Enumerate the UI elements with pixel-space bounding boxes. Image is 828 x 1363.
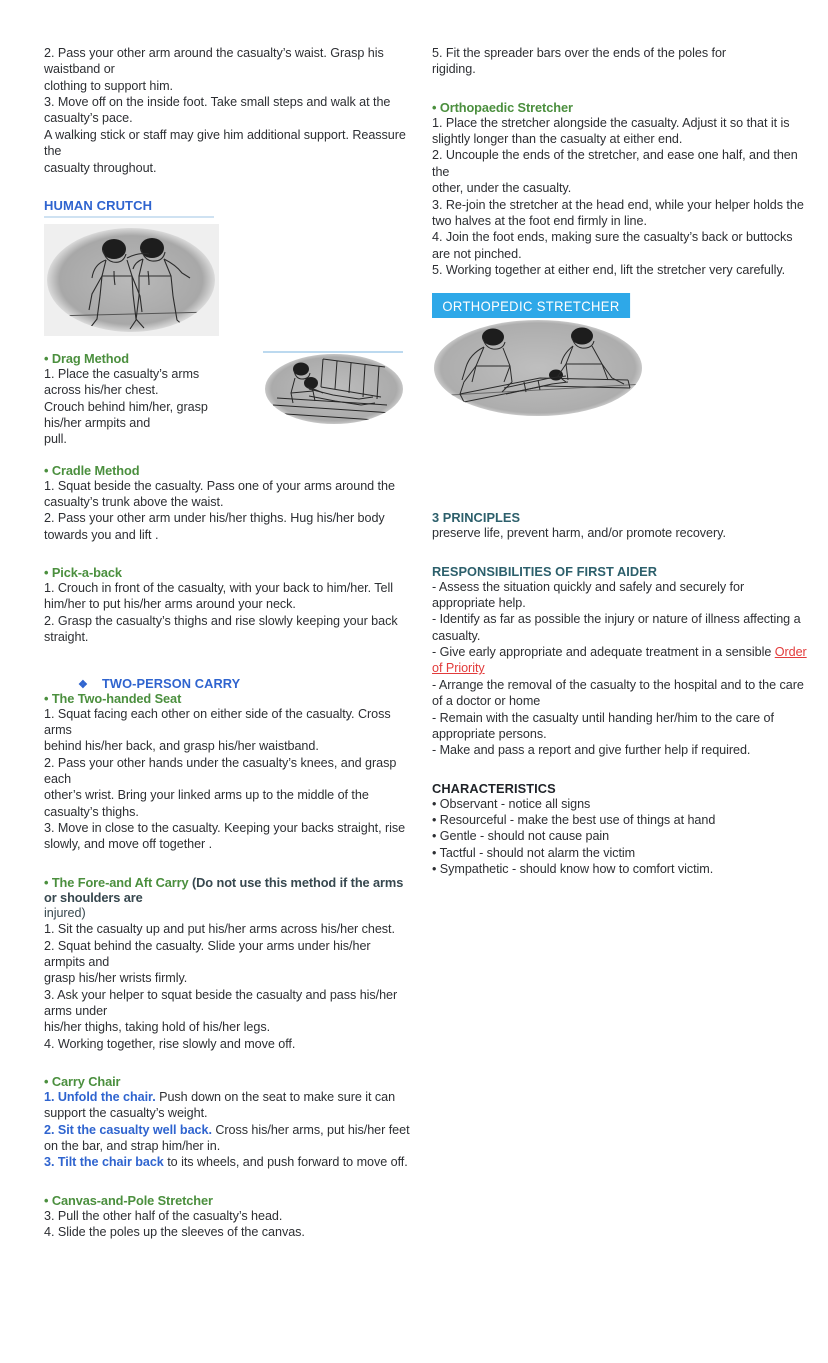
principles-text: preserve life, prevent harm, and/or promote recovery. <box>432 526 726 541</box>
fore-and-aft-step: his/her thighs, taking hold of his/her legs. <box>44 1020 271 1035</box>
intro-step-line: casualty throughout. <box>44 160 157 175</box>
responsibility-item: - Remain with the casualty until handing her/him to the care of appropriate persons. <box>432 710 774 741</box>
left-column <box>44 45 414 1343</box>
carry-chair-step <box>44 1089 414 1122</box>
orthopaedic-step: 5. Working together at either end, lift the stretcher very carefully. <box>432 262 786 277</box>
fore-and-aft-note: (Do not use this method if the arms or shoulders are <box>44 874 404 905</box>
orthopaedic-step: 3. Re-join the stretcher at the head end, while your helper holds the <box>432 197 804 212</box>
orthopaedic-step: 4. Join the foot ends, making sure the casualty’s back or buttocks are not pinched. <box>432 230 793 261</box>
characteristic-item: • Observant - notice all signs <box>432 796 591 811</box>
responsibility-item-text: - Give early appropriate and adequate treatment in a sensible <box>432 645 775 660</box>
two-handed-seat-step: 3. Move in close to the casualty. Keeping your backs straight, rise <box>44 821 406 836</box>
orthopaedic-stretcher-heading: • Orthopaedic Stretcher <box>432 99 573 115</box>
two-person-carry-label: TWO-PERSON CARRY <box>101 675 241 691</box>
two-handed-seat-step: 1. Squat facing each other on either side of the casualty. Cross arms <box>44 706 391 737</box>
cradle-method-step: 1. Squat beside the casualty. Pass one of your arms around the casualty’s trunk above the waist. <box>44 478 395 510</box>
drag-method-figure-wrap <box>263 351 405 425</box>
fore-and-aft-step: grasp his/her wrists firmly. <box>44 971 188 986</box>
responsibilities-heading: RESPONSIBILITIES OF FIRST AIDER <box>432 563 658 579</box>
canvas-and-pole-step: 3. Pull the other half of the casualty’s head. <box>44 1208 283 1223</box>
pick-a-back-step: 1. Crouch in front of the casualty, with your back to him/her. Tell him/her to put his/her arms around your neck. <box>44 581 393 612</box>
responsibility-item: - Make and pass a report and give further help if required. <box>432 743 751 758</box>
two-handed-seat-step: other’s wrist. Bring your linked arms up to the middle of the casualty’s thighs. <box>44 788 369 819</box>
two-handed-seat-step: 2. Pass your other hands under the casualty’s knees, and grasp each <box>44 755 397 786</box>
intro-step-line: clothing to support him. <box>44 78 174 93</box>
drag-method-step: Crouch behind him/her, grasp <box>44 399 208 414</box>
intro-step-line: 2. Pass your other arm around the casualty’s waist. Grasp his waistband or <box>44 46 384 77</box>
canvas-and-pole-step: 4. Slide the poles up the sleeves of the canvas. <box>44 1225 305 1240</box>
characteristic-item: • Resourceful - make the best use of things at hand <box>432 812 716 827</box>
spreader-step-line: 5. Fit the spreader bars over the ends of the poles for <box>432 46 727 60</box>
intro-step-line: A walking stick or staff may give him additional support. Reassure the <box>44 127 406 159</box>
fore-and-aft-step: 2. Squat behind the casualty. Slide your arms under his/her armpits and <box>44 938 371 969</box>
cradle-method-heading: • Cradle Method <box>44 462 140 478</box>
two-handed-seat-heading: • The Two-handed Seat <box>44 690 182 706</box>
characteristics-heading: CHARACTERISTICS <box>432 780 556 796</box>
drag-method-step: 1. Place the casualty’s arms <box>44 366 200 381</box>
carry-chair-step-lead: 3. Tilt the chair back <box>44 1155 164 1170</box>
drag-method-step: his/her armpits and <box>44 415 151 430</box>
pick-a-back-step: straight. <box>44 630 89 645</box>
characteristic-item: • Sympathetic - should know how to comfort victim. <box>432 862 714 877</box>
orthopaedic-step: 2. Uncouple the ends of the stretcher, and ease one half, and then the <box>432 148 798 179</box>
fore-and-aft-step: 1. Sit the casualty up and put his/her arms across his/her chest. <box>44 922 395 937</box>
two-person-carry-heading <box>44 676 414 691</box>
characteristic-item: • Gentle - should not cause pain <box>432 829 610 844</box>
heading-rule <box>44 216 214 218</box>
diamond-bullet-icon: ❖ <box>78 678 88 691</box>
carry-chair-step-rest: Push down on the seat to make sure it can support the casualty’s weight. <box>44 1090 396 1121</box>
orthopaedic-step: 1. Place the stretcher alongside the casualty. Adjust it so that it is <box>432 115 790 130</box>
characteristic-item: • Tactful - should not alarm the victim <box>432 845 636 860</box>
carry-chair-step <box>44 1122 414 1138</box>
carry-chair-heading: • Carry Chair <box>44 1074 121 1090</box>
carry-chair-step <box>44 1154 414 1170</box>
drag-method-block <box>44 351 414 448</box>
fore-and-aft-step: 4. Working together, rise slowly and move off. <box>44 1036 296 1051</box>
responsibility-item: - Assess the situation quickly and safely and securely for appropriate help. <box>432 579 745 611</box>
right-column <box>432 45 807 1343</box>
carry-chair-step-lead: 1. Unfold the chair. <box>44 1090 156 1105</box>
order-of-priority-link[interactable]: Order of Priority <box>432 645 807 676</box>
orthopaedic-step: other, under the casualty. <box>432 181 572 196</box>
banner-label: ORTHOPEDIC STRETCHER <box>442 297 620 314</box>
responsibility-item: - Identify as far as possible the injury or nature of illness affecting a casualty. <box>432 612 801 643</box>
orthopedic-stretcher-figure <box>432 318 645 418</box>
human-crutch-heading: HUMAN CRUTCH <box>44 197 153 213</box>
principles-heading: 3 PRINCIPLES <box>432 510 521 526</box>
fore-and-aft-step: 3. Ask your helper to squat beside the casualty and pass his/her arms under <box>44 987 398 1018</box>
carry-chair-step-rest: Cross his/her arms, put his/her feet <box>211 1122 410 1137</box>
two-handed-seat-step: behind his/her back, and grasp his/her waistband. <box>44 739 319 754</box>
human-crutch-figure <box>44 224 219 336</box>
drag-method-heading: • Drag Method <box>44 350 129 366</box>
pick-a-back-step: 2. Grasp the casualty’s thighs and rise slowly keeping your back <box>44 613 398 628</box>
orthopaedic-step: two halves at the foot end firmly in line. <box>432 213 647 228</box>
canvas-and-pole-heading: • Canvas-and-Pole Stretcher <box>44 1192 213 1208</box>
fore-and-aft-note-tail: injured) <box>44 905 86 920</box>
carry-chair-step: on the bar, and strap him/her in. <box>44 1139 221 1154</box>
responsibility-item <box>432 644 807 677</box>
drag-method-text <box>44 351 249 448</box>
carry-chair-step-lead: 2. Sit the casualty well back. <box>44 1122 212 1137</box>
fore-and-aft-heading <box>44 875 414 905</box>
orthopaedic-step: slightly longer than the casualty at either end. <box>432 132 683 147</box>
drag-method-step: pull. <box>44 432 67 447</box>
orthopedic-stretcher-banner <box>432 293 630 318</box>
intro-steps <box>44 45 414 176</box>
cradle-method-step: 2. Pass your other arm under his/her thighs. Hug his/her body towards you and lift . <box>44 511 385 542</box>
pick-a-back-heading: • Pick-a-back <box>44 565 122 581</box>
fore-and-aft-label: • The Fore-and Aft Carry <box>44 874 189 890</box>
responsibility-item: - Arrange the removal of the casualty to the hospital and to the care of a doctor or home <box>432 677 804 709</box>
carry-chair-step-rest: to its wheels, and push forward to move off. <box>163 1155 408 1170</box>
two-handed-seat-step: slowly, and move off together . <box>44 837 213 852</box>
drag-method-figure <box>263 353 405 425</box>
drag-method-step: across his/her chest. <box>44 383 159 398</box>
spreader-step-line: rigiding. <box>432 62 476 77</box>
intro-step-line: 3. Move off on the inside foot. Take small steps and walk at the casualty’s pace. <box>44 95 391 126</box>
